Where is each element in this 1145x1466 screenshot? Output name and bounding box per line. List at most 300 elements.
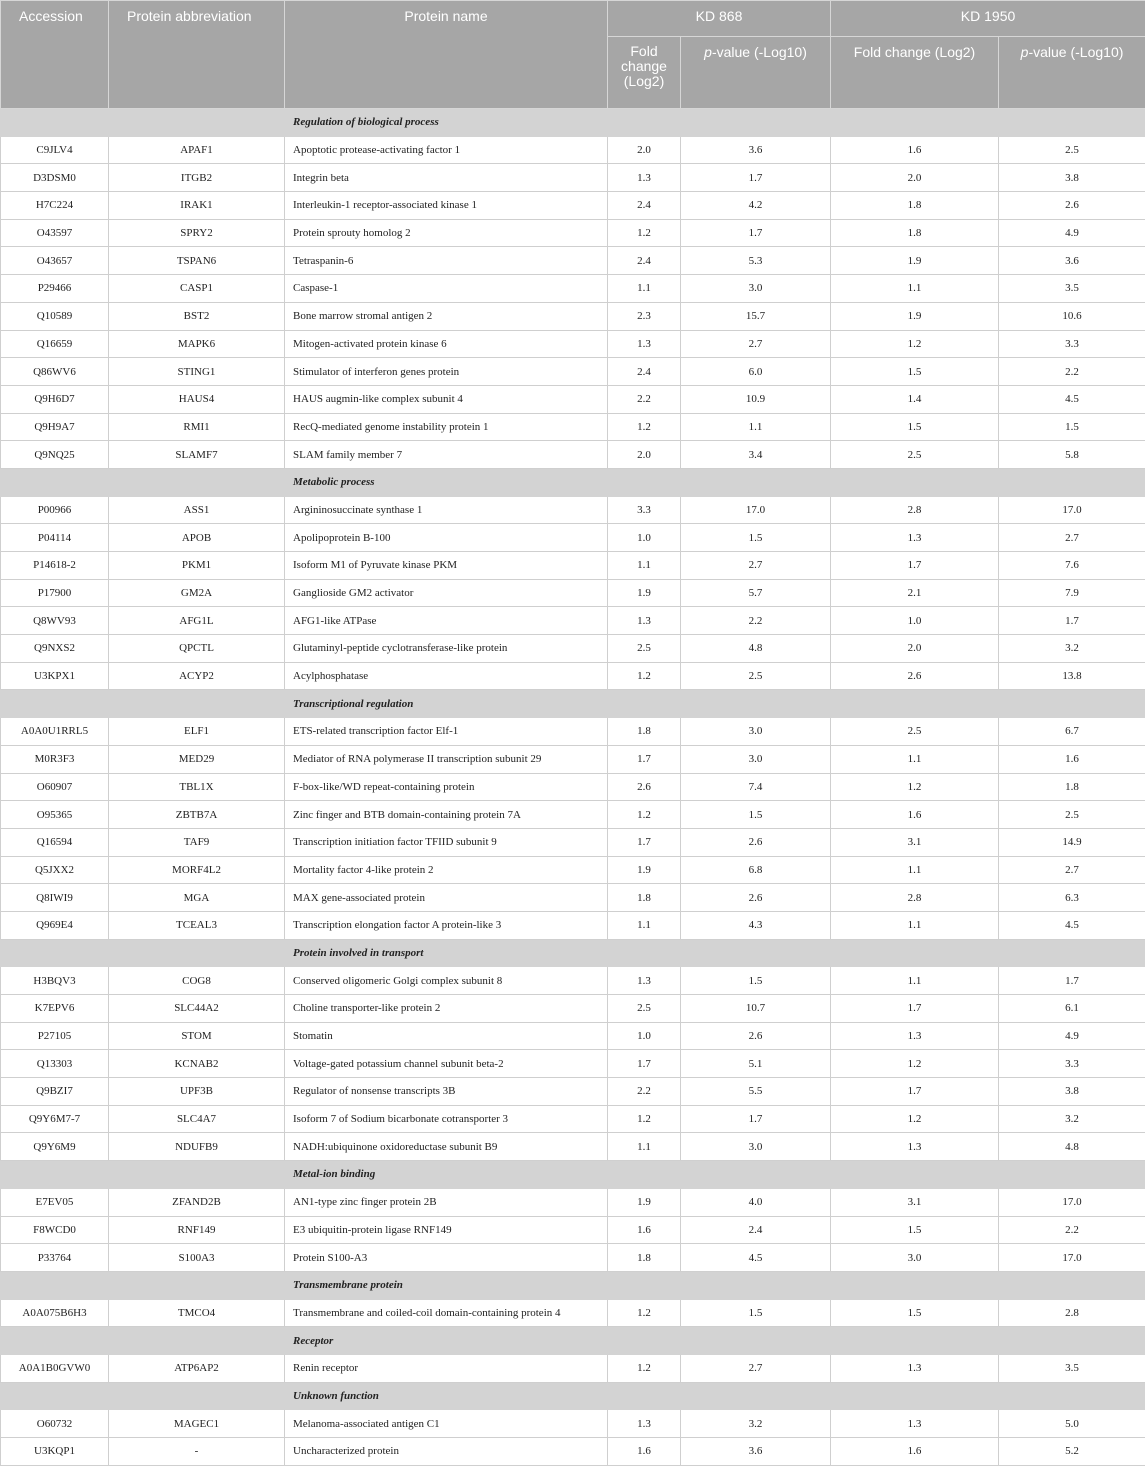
protein-name-cell: Melanoma-associated antigen C1 [285,1410,608,1438]
fold-change-1950-cell: 1.3 [831,1354,999,1382]
fold-change-1950-cell: 2.5 [831,441,999,469]
fold-change-868-cell: 2.4 [608,247,681,275]
fold-change-1950-cell: 1.3 [831,1022,999,1050]
protein-name-cell: RecQ-mediated genome instability protein 1 [285,413,608,441]
p-value-1950-cell: 3.3 [999,330,1145,358]
p-value-868-cell: 1.1 [681,413,831,441]
p-value-1950-cell: 6.3 [999,884,1145,912]
accession-cell: Q8WV93 [1,607,109,635]
protein-name-cell: MAX gene-associated protein [285,884,608,912]
p-value-1950-cell: 3.8 [999,164,1145,192]
table-row [1,1299,1145,1327]
accession-cell: Q969E4 [1,911,109,939]
protein-name-cell: Mortality factor 4-like protein 2 [285,856,608,884]
accession-cell: Q10589 [1,302,109,330]
protein-name-cell: AFG1-like ATPase [285,607,608,635]
fold-change-868-cell: 2.0 [608,136,681,164]
table-row [1,718,1145,746]
table-row [1,192,1145,220]
fold-change-1950-cell: 1.8 [831,192,999,220]
accession-cell: O43657 [1,247,109,275]
fold-change-868-cell: 1.8 [608,884,681,912]
accession-cell: E7EV05 [1,1188,109,1216]
p-value-868-cell: 5.5 [681,1078,831,1106]
p-value-1950-cell: 3.3 [999,1050,1145,1078]
p-value-1950-cell: 2.2 [999,1216,1145,1244]
accession-cell: H7C224 [1,192,109,220]
fold-change-1950-cell: 3.1 [831,828,999,856]
fold-change-1950-cell: 3.1 [831,1188,999,1216]
fold-change-1950-cell: 1.2 [831,1105,999,1133]
table-row [1,247,1145,275]
table-row [1,884,1145,912]
p-value-868-cell: 3.0 [681,718,831,746]
fold-change-868-cell: 1.0 [608,524,681,552]
fold-change-1950-cell: 1.6 [831,801,999,829]
category-row [1,690,1145,718]
p-value-868-cell: 2.7 [681,1354,831,1382]
abbreviation-cell: APOB [109,524,285,552]
p-value-868-cell: 3.4 [681,441,831,469]
accession-cell: Q9BZI7 [1,1078,109,1106]
p-value-1950-cell: 2.2 [999,358,1145,386]
protein-name-cell: E3 ubiquitin-protein ligase RNF149 [285,1216,608,1244]
accession-cell: C9JLV4 [1,136,109,164]
fold-change-868-cell: 1.2 [608,1105,681,1133]
protein-name-cell: Choline transporter-like protein 2 [285,995,608,1023]
table-row [1,496,1145,524]
fold-change-868-cell: 1.2 [608,413,681,441]
protein-name-cell: Argininosuccinate synthase 1 [285,496,608,524]
abbreviation-cell: ASS1 [109,496,285,524]
table-header [1,1,1145,109]
protein-name-cell: F-box-like/WD repeat-containing protein [285,773,608,801]
header-kd-868: KD 868 [608,1,831,37]
accession-cell: Q16659 [1,330,109,358]
table-row [1,773,1145,801]
header-protein-name: Protein name [285,1,608,109]
p-value-1950-cell: 3.5 [999,275,1145,303]
p-value-868-cell: 5.7 [681,579,831,607]
fold-change-868-cell: 1.8 [608,718,681,746]
fold-change-868-cell: 1.1 [608,911,681,939]
p-value-868-cell: 4.0 [681,1188,831,1216]
protein-name-cell: Acylphosphatase [285,662,608,690]
abbreviation-cell: ELF1 [109,718,285,746]
p-value-868-cell: 2.6 [681,884,831,912]
table-row [1,662,1145,690]
p-value-868-cell: 10.9 [681,385,831,413]
category-label: Transcriptional regulation [285,690,1145,718]
abbreviation-cell: TBL1X [109,773,285,801]
p-value-868-cell: 2.7 [681,552,831,580]
p-italic-label: p [1021,44,1029,60]
p-value-1950-cell: 17.0 [999,496,1145,524]
abbreviation-cell: SLC4A7 [109,1105,285,1133]
protein-name-cell: Renin receptor [285,1354,608,1382]
fold-change-868-cell: 1.2 [608,219,681,247]
p-value-868-cell: 1.7 [681,219,831,247]
abbreviation-cell: TSPAN6 [109,247,285,275]
fold-change-868-cell: 2.0 [608,441,681,469]
fold-change-868-cell: 1.9 [608,856,681,884]
fold-change-1950-cell: 2.0 [831,164,999,192]
p-value-868-cell: 2.5 [681,662,831,690]
fold-change-868-cell: 1.3 [608,330,681,358]
p-value-1950-cell: 6.1 [999,995,1145,1023]
category-row [1,1327,1145,1355]
accession-cell: A0A1B0GVW0 [1,1354,109,1382]
fold-change-1950-cell: 2.8 [831,496,999,524]
fold-change-868-cell: 1.1 [608,1133,681,1161]
category-label: Unknown function [285,1382,1145,1410]
p-value-1950-cell: 2.7 [999,524,1145,552]
abbreviation-cell: NDUFB9 [109,1133,285,1161]
fold-change-868-cell: 3.3 [608,496,681,524]
accession-cell: Q9NQ25 [1,441,109,469]
p-value-868-cell: 4.5 [681,1244,831,1272]
protein-name-cell: Bone marrow stromal antigen 2 [285,302,608,330]
category-label: Receptor [285,1327,1145,1355]
accession-cell: P17900 [1,579,109,607]
fold-change-1950-cell: 1.5 [831,1299,999,1327]
abbreviation-cell: KCNAB2 [109,1050,285,1078]
table-row [1,1354,1145,1382]
protein-name-cell: Zinc finger and BTB domain-containing protein 7A [285,801,608,829]
category-spacer [1,690,285,718]
p-value-868-cell: 3.2 [681,1410,831,1438]
table-row [1,995,1145,1023]
p-value-1950-cell: 4.8 [999,1133,1145,1161]
accession-cell: K7EPV6 [1,995,109,1023]
table-row [1,302,1145,330]
fold-change-868-cell: 2.2 [608,1078,681,1106]
table-row [1,275,1145,303]
abbreviation-cell: ITGB2 [109,164,285,192]
p-value-suffix: -value (-Log10) [1028,44,1123,60]
protein-name-cell: Glutaminyl-peptide cyclotransferase-like protein [285,635,608,663]
p-value-868-cell: 3.0 [681,275,831,303]
abbreviation-cell: S100A3 [109,1244,285,1272]
abbreviation-cell: ATP6AP2 [109,1354,285,1382]
p-value-868-cell: 6.8 [681,856,831,884]
category-row [1,1271,1145,1299]
fold-change-1950-cell: 2.0 [831,635,999,663]
table-row [1,856,1145,884]
accession-cell: Q16594 [1,828,109,856]
fold-change-1950-cell: 1.5 [831,358,999,386]
fold-change-868-cell: 2.6 [608,773,681,801]
category-label: Regulation of biological process [285,109,1145,137]
protein-name-cell: Regulator of nonsense transcripts 3B [285,1078,608,1106]
category-label: Transmembrane protein [285,1271,1145,1299]
fold-change-868-cell: 1.1 [608,552,681,580]
fold-change-1950-cell: 1.2 [831,330,999,358]
p-value-868-cell: 4.8 [681,635,831,663]
category-spacer [1,1271,285,1299]
fold-change-1950-cell: 2.6 [831,662,999,690]
abbreviation-cell: MGA [109,884,285,912]
fold-change-1950-cell: 1.1 [831,856,999,884]
table-row [1,552,1145,580]
category-label: Metabolic process [285,468,1145,496]
protein-name-cell: Isoform M1 of Pyruvate kinase PKM [285,552,608,580]
fold-change-868-cell: 1.3 [608,164,681,192]
accession-cell: A0A0U1RRL5 [1,718,109,746]
header-p-value-868 [681,37,831,109]
category-spacer [1,468,285,496]
fold-change-1950-cell: 1.7 [831,995,999,1023]
fold-change-1950-cell: 2.8 [831,884,999,912]
accession-cell: O95365 [1,801,109,829]
abbreviation-cell: SLC44A2 [109,995,285,1023]
category-row [1,109,1145,137]
fold-change-868-cell: 1.3 [608,967,681,995]
accession-cell: D3DSM0 [1,164,109,192]
category-row [1,468,1145,496]
protein-name-cell: Interleukin-1 receptor-associated kinase 1 [285,192,608,220]
abbreviation-cell: STOM [109,1022,285,1050]
fold-change-1950-cell: 1.2 [831,773,999,801]
p-value-868-cell: 2.4 [681,1216,831,1244]
p-value-1950-cell: 17.0 [999,1188,1145,1216]
abbreviation-cell: UPF3B [109,1078,285,1106]
abbreviation-cell: BST2 [109,302,285,330]
accession-cell: Q9NXS2 [1,635,109,663]
p-value-868-cell: 2.6 [681,828,831,856]
table-row [1,1216,1145,1244]
fold-change-868-cell: 1.9 [608,1188,681,1216]
fold-change-868-cell: 1.9 [608,579,681,607]
fold-change-1950-cell: 1.9 [831,247,999,275]
abbreviation-cell: MED29 [109,745,285,773]
fold-change-1950-cell: 1.3 [831,1410,999,1438]
header-fold-change-868: Fold change (Log2) [608,37,681,109]
protein-name-cell: Uncharacterized protein [285,1438,608,1466]
header-p-value-1950 [999,37,1145,109]
p-value-868-cell: 1.5 [681,524,831,552]
protein-name-cell: ETS-related transcription factor Elf-1 [285,718,608,746]
p-value-1950-cell: 10.6 [999,302,1145,330]
fold-change-1950-cell: 1.6 [831,136,999,164]
p-value-868-cell: 3.6 [681,136,831,164]
accession-cell: Q9H9A7 [1,413,109,441]
p-value-868-cell: 2.2 [681,607,831,635]
abbreviation-cell: STING1 [109,358,285,386]
table-row [1,911,1145,939]
abbreviation-cell: RMI1 [109,413,285,441]
abbreviation-cell: MAGEC1 [109,1410,285,1438]
fold-change-1950-cell: 1.7 [831,552,999,580]
abbreviation-cell: IRAK1 [109,192,285,220]
table-row [1,745,1145,773]
protein-name-cell: Transcription elongation factor A protein-like 3 [285,911,608,939]
fold-change-868-cell: 1.7 [608,828,681,856]
protein-name-cell: Transmembrane and coiled-coil domain-containing protein 4 [285,1299,608,1327]
p-value-1950-cell: 3.2 [999,1105,1145,1133]
protein-name-cell: SLAM family member 7 [285,441,608,469]
p-value-868-cell: 2.7 [681,330,831,358]
table-row [1,828,1145,856]
accession-cell: O60907 [1,773,109,801]
fold-change-868-cell: 1.3 [608,1410,681,1438]
table-row [1,635,1145,663]
fold-change-1950-cell: 1.3 [831,524,999,552]
protein-name-cell: Integrin beta [285,164,608,192]
p-value-1950-cell: 4.9 [999,1022,1145,1050]
fold-change-868-cell: 1.2 [608,1354,681,1382]
table-row [1,967,1145,995]
table-row [1,330,1145,358]
table-row [1,441,1145,469]
fold-change-868-cell: 2.5 [608,995,681,1023]
abbreviation-cell: GM2A [109,579,285,607]
p-value-1950-cell: 1.8 [999,773,1145,801]
protein-name-cell: NADH:ubiquinone oxidoreductase subunit B9 [285,1133,608,1161]
table-row [1,1022,1145,1050]
abbreviation-cell: RNF149 [109,1216,285,1244]
p-value-1950-cell: 6.7 [999,718,1145,746]
accession-cell: P29466 [1,275,109,303]
category-row [1,1161,1145,1189]
table-row [1,385,1145,413]
header-protein-abbreviation: Protein abbreviation [109,1,285,109]
protein-name-cell: Protein S100-A3 [285,1244,608,1272]
category-spacer [1,109,285,137]
protein-name-cell: Ganglioside GM2 activator [285,579,608,607]
abbreviation-cell: APAF1 [109,136,285,164]
fold-change-868-cell: 1.3 [608,607,681,635]
fold-change-1950-cell: 2.1 [831,579,999,607]
accession-cell: P04114 [1,524,109,552]
p-value-868-cell: 10.7 [681,995,831,1023]
table-row [1,524,1145,552]
p-value-1950-cell: 2.6 [999,192,1145,220]
accession-cell: P33764 [1,1244,109,1272]
p-value-868-cell: 17.0 [681,496,831,524]
p-value-868-cell: 4.3 [681,911,831,939]
accession-cell: A0A075B6H3 [1,1299,109,1327]
protein-name-cell: AN1-type zinc finger protein 2B [285,1188,608,1216]
p-value-1950-cell: 2.8 [999,1299,1145,1327]
accession-cell: O43597 [1,219,109,247]
accession-cell: Q9Y6M9 [1,1133,109,1161]
abbreviation-cell: AFG1L [109,607,285,635]
protein-name-cell: Protein sprouty homolog 2 [285,219,608,247]
category-row [1,1382,1145,1410]
accession-cell: U3KQP1 [1,1438,109,1466]
fold-change-1950-cell: 1.8 [831,219,999,247]
table-row [1,164,1145,192]
accession-cell: U3KPX1 [1,662,109,690]
p-value-1950-cell: 3.2 [999,635,1145,663]
table-row [1,1188,1145,1216]
fold-change-868-cell: 1.7 [608,745,681,773]
table-row [1,1244,1145,1272]
abbreviation-cell: COG8 [109,967,285,995]
fold-change-1950-cell: 1.2 [831,1050,999,1078]
p-value-868-cell: 5.3 [681,247,831,275]
fold-change-868-cell: 1.6 [608,1438,681,1466]
p-value-1950-cell: 7.6 [999,552,1145,580]
category-label: Protein involved in transport [285,939,1145,967]
p-value-868-cell: 1.5 [681,1299,831,1327]
p-value-1950-cell: 3.8 [999,1078,1145,1106]
fold-change-1950-cell: 1.6 [831,1438,999,1466]
fold-change-868-cell: 2.3 [608,302,681,330]
table-row [1,413,1145,441]
accession-cell: Q13303 [1,1050,109,1078]
category-row [1,939,1145,967]
table-row [1,1105,1145,1133]
fold-change-1950-cell: 3.0 [831,1244,999,1272]
abbreviation-cell: PKM1 [109,552,285,580]
p-value-1950-cell: 5.8 [999,441,1145,469]
p-value-1950-cell: 4.5 [999,385,1145,413]
fold-change-1950-cell: 1.0 [831,607,999,635]
abbreviation-cell: MAPK6 [109,330,285,358]
p-value-868-cell: 3.0 [681,1133,831,1161]
abbreviation-cell: CASP1 [109,275,285,303]
table-body [1,109,1145,1466]
abbreviation-cell: ACYP2 [109,662,285,690]
fold-change-1950-cell: 1.1 [831,911,999,939]
fold-change-868-cell: 2.2 [608,385,681,413]
table-row [1,1438,1145,1466]
p-value-1950-cell: 14.9 [999,828,1145,856]
fold-change-1950-cell: 1.4 [831,385,999,413]
abbreviation-cell: ZBTB7A [109,801,285,829]
fold-change-1950-cell: 1.9 [831,302,999,330]
abbreviation-cell: ZFAND2B [109,1188,285,1216]
protein-name-cell: Mitogen-activated protein kinase 6 [285,330,608,358]
accession-cell: P14618-2 [1,552,109,580]
p-value-1950-cell: 2.5 [999,801,1145,829]
accession-cell: P27105 [1,1022,109,1050]
protein-name-cell: Tetraspanin-6 [285,247,608,275]
fold-change-868-cell: 1.2 [608,1299,681,1327]
abbreviation-cell: - [109,1438,285,1466]
category-spacer [1,939,285,967]
fold-change-868-cell: 1.0 [608,1022,681,1050]
abbreviation-cell: TMCO4 [109,1299,285,1327]
p-value-suffix: -value (-Log10) [712,44,807,60]
fold-change-1950-cell: 2.5 [831,718,999,746]
accession-cell: H3BQV3 [1,967,109,995]
protein-name-cell: Stimulator of interferon genes protein [285,358,608,386]
fold-change-868-cell: 1.2 [608,662,681,690]
p-value-1950-cell: 1.5 [999,413,1145,441]
p-value-868-cell: 2.6 [681,1022,831,1050]
category-spacer [1,1327,285,1355]
abbreviation-cell: MORF4L2 [109,856,285,884]
fold-change-868-cell: 2.5 [608,635,681,663]
p-value-868-cell: 1.5 [681,801,831,829]
table-row [1,219,1145,247]
table-row [1,607,1145,635]
p-value-868-cell: 15.7 [681,302,831,330]
fold-change-1950-cell: 1.5 [831,1216,999,1244]
protein-name-cell: Stomatin [285,1022,608,1050]
header-accession: Accession [1,1,109,109]
p-value-1950-cell: 5.0 [999,1410,1145,1438]
p-value-1950-cell: 5.2 [999,1438,1145,1466]
fold-change-1950-cell: 1.1 [831,967,999,995]
fold-change-1950-cell: 1.1 [831,275,999,303]
header-fold-change-1950: Fold change (Log2) [831,37,999,109]
fold-change-1950-cell: 1.1 [831,745,999,773]
p-italic-label: p [704,44,712,60]
